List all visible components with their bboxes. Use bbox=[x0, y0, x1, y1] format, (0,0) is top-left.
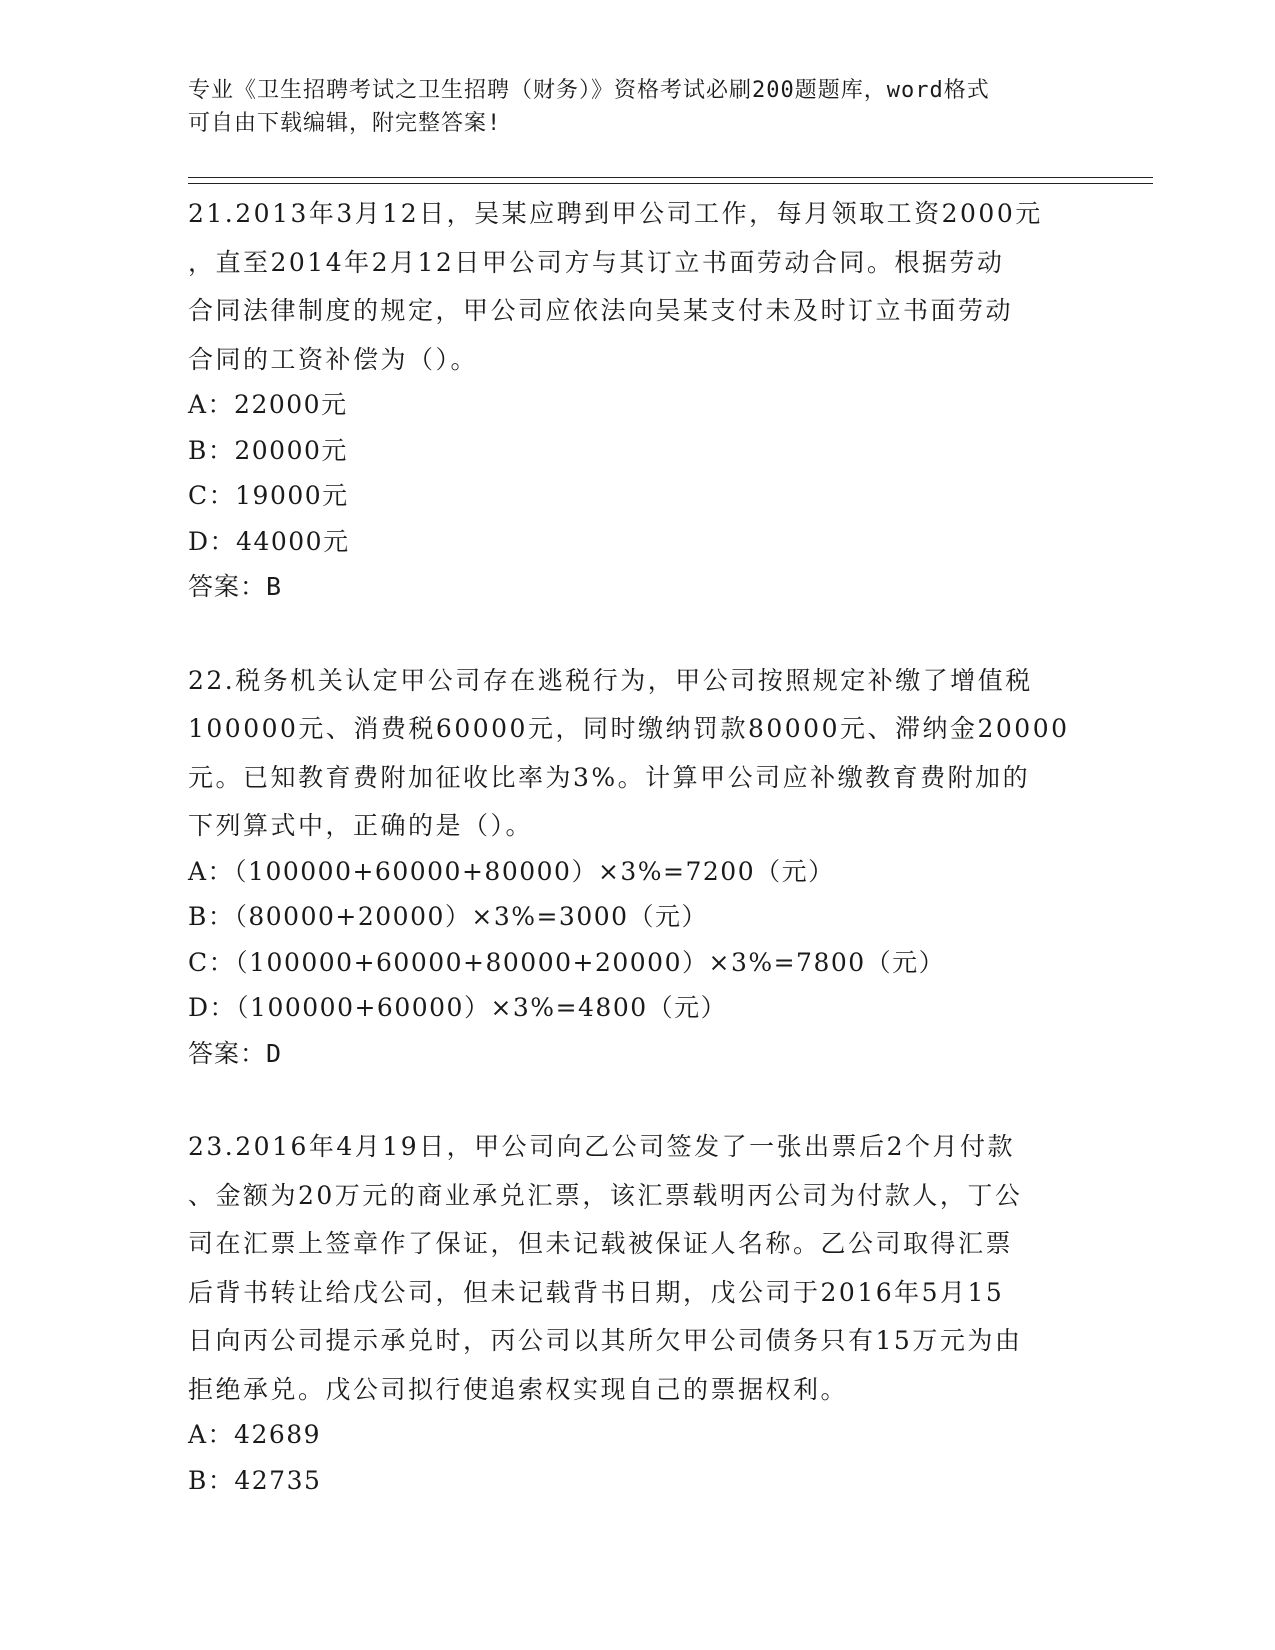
option-b: B：（80000+20000）×3%=3000（元） bbox=[188, 902, 709, 931]
question-stem bbox=[188, 1121, 1088, 1412]
option-c: C：（100000+60000+80000+20000）×3%=7800（元） bbox=[188, 947, 946, 977]
header-line-2: 可自由下载编辑，附完整答案! bbox=[188, 111, 502, 136]
stem-line: 100000元、消费税60000元，同时缴纳罚款80000元、滞纳金20000 bbox=[188, 714, 1070, 743]
stem-line: 司在汇票上签章作了保证，但未记载被保证人名称。乙公司取得汇票 bbox=[188, 1229, 1014, 1258]
question-spacer bbox=[188, 610, 1088, 655]
header-line-1: 专业《卫生招聘考试之卫生招聘（财务）》资格考试必刷200题题库，word格式 bbox=[188, 78, 990, 103]
option-c: C：19000元 bbox=[188, 481, 349, 510]
question-list bbox=[188, 188, 1088, 1503]
question-spacer bbox=[188, 1076, 1088, 1121]
option-a: A：42689 bbox=[188, 1420, 322, 1449]
option-b: B：20000元 bbox=[188, 435, 348, 465]
question-22 bbox=[188, 655, 1088, 1077]
stem-line: 22.税务机关认定甲公司存在逃税行为，甲公司按照规定补缴了增值税 bbox=[188, 665, 1033, 695]
stem-line: 23.2016年4月19日，甲公司向乙公司签发了一张出票后2个月付款 bbox=[188, 1132, 1016, 1161]
answer-line: 答案：D bbox=[188, 1038, 283, 1068]
stem-line: 、金额为20万元的商业承兑汇票，该汇票载明丙公司为付款人，丁公 bbox=[188, 1180, 1023, 1210]
document-header bbox=[188, 74, 1068, 140]
question-23 bbox=[188, 1121, 1088, 1503]
stem-line: 下列算式中，正确的是（）。 bbox=[188, 811, 534, 840]
header-divider-top bbox=[188, 177, 1153, 178]
stem-line: 合同的工资补偿为（）。 bbox=[188, 344, 479, 374]
question-stem bbox=[188, 188, 1088, 382]
option-d: D：（100000+60000）×3%=4800（元） bbox=[188, 993, 728, 1022]
option-b: B：42735 bbox=[188, 1465, 322, 1495]
stem-line: 合同法律制度的规定，甲公司应依法向吴某支付未及时订立书面劳动 bbox=[188, 296, 1014, 325]
stem-line: 21.2013年3月12日，吴某应聘到甲公司工作，每月领取工资2000元 bbox=[188, 199, 1043, 228]
option-a: A：（100000+60000+80000）×3%=7200（元） bbox=[188, 856, 835, 886]
header-divider-bottom bbox=[188, 183, 1153, 184]
stem-line: 元。已知教育费附加征收比率为3%。计算甲公司应补缴教育费附加的 bbox=[188, 762, 1031, 792]
answer-line: 答案：B bbox=[188, 572, 283, 601]
option-d: D：44000元 bbox=[188, 526, 350, 556]
stem-line: 后背书转让给戊公司，但未记载背书日期，戊公司于2016年5月15 bbox=[188, 1277, 1005, 1307]
stem-line: 日向丙公司提示承兑时，丙公司以其所欠甲公司债务只有15万元为由 bbox=[188, 1326, 1023, 1355]
stem-line: ，直至2014年2月12日甲公司方与其订立书面劳动合同。根据劳动 bbox=[188, 247, 1005, 277]
question-21 bbox=[188, 188, 1088, 610]
option-a: A：22000元 bbox=[188, 390, 348, 419]
stem-line: 拒绝承兑。戊公司拟行使追索权实现自己的票据权利。 bbox=[188, 1374, 849, 1404]
question-stem bbox=[188, 655, 1088, 849]
